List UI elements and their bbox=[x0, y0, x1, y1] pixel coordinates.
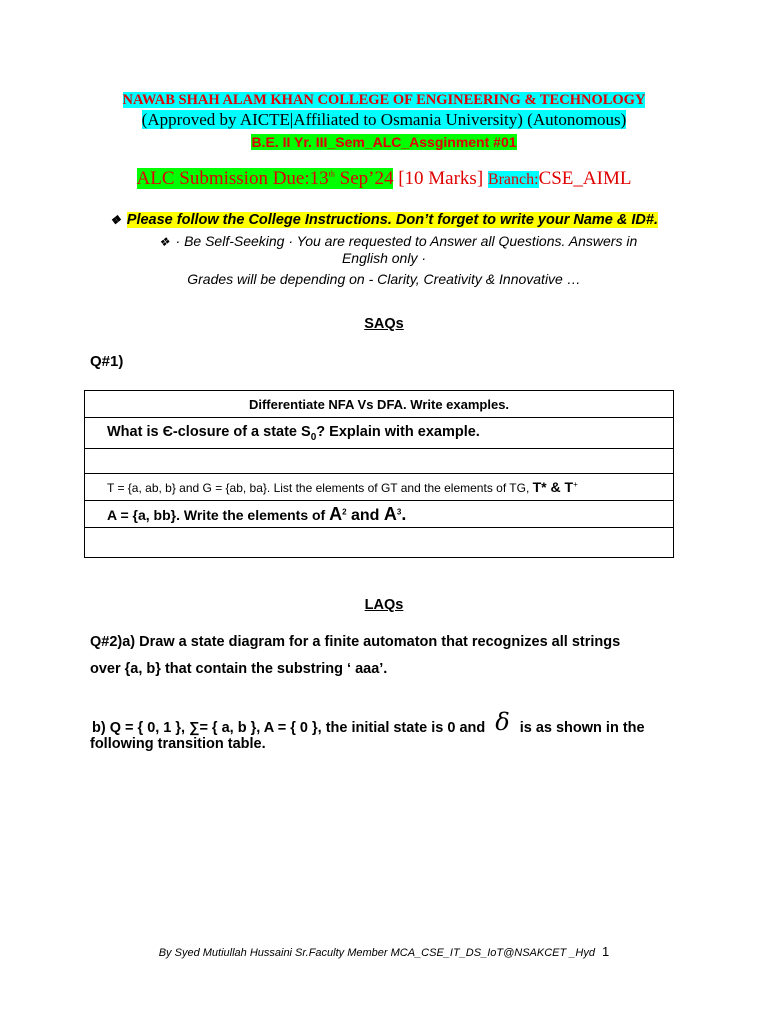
page-number: 1 bbox=[602, 944, 610, 959]
delta-symbol: δ bbox=[495, 708, 510, 736]
saq-nfa-dfa: Differentiate NFA Vs DFA. Write examples. bbox=[85, 391, 674, 418]
diamond-bullet-icon: ❖ bbox=[110, 213, 121, 227]
instruction-line-2: ❖ · Be Self-Seeking · You are requested to Answer all Questions. Answers in bbox=[158, 233, 638, 249]
question-2a-line-1: Q#2)a) Draw a state diagram for a finite automaton that recognizes all strings bbox=[90, 634, 621, 650]
saq-empty-row bbox=[85, 449, 674, 474]
table-row bbox=[85, 391, 674, 418]
table-row bbox=[85, 418, 674, 449]
table-row bbox=[85, 528, 674, 558]
saq-epsilon-closure: What is Є-closure of a state $S_0$? Explain with example. bbox=[85, 418, 674, 449]
saqs-heading: SAQs bbox=[364, 316, 404, 332]
question-2b-line-1: b) Q = { 0, 1 }, ∑= { a, b }, A = { 0 }, the initial state is 0 and δ is as shown in the bbox=[92, 708, 645, 736]
instruction-line-3: English only · bbox=[341, 250, 427, 266]
branch-value: CSE_AIML bbox=[538, 168, 632, 189]
college-name: NAWAB SHAH ALAM KHAN COLLEGE OF ENGINEERING & TECHNOLOGY bbox=[122, 92, 646, 108]
saq-concatenation: T = {a, ab, b} and G = {ab, ba}. List the elements of GT and the elements of TG, T* & T+ bbox=[85, 474, 674, 501]
saq-table bbox=[84, 390, 674, 558]
laqs-heading: LAQs bbox=[364, 597, 404, 613]
saq-powers: A = {a, bb}. Write the elements of $A^2$ and $A^3$. bbox=[85, 501, 674, 528]
question-2b-line-2: following transition table. bbox=[90, 736, 266, 752]
table-row bbox=[85, 474, 674, 501]
question-1-label: Q#1) bbox=[90, 353, 124, 370]
semester-line: B.E. II Yr. III_Sem_ALC_Assginment #01 bbox=[251, 134, 517, 150]
question-2a-line-2: over {a, b} that contain the substring ‘ aaa’. bbox=[90, 661, 388, 677]
diamond-bullet-icon: ❖ bbox=[158, 235, 170, 249]
table-row bbox=[85, 449, 674, 474]
table-row bbox=[85, 501, 674, 528]
grades-line: Grades will be depending on - Clarity, Creativity & Innovative … bbox=[187, 271, 581, 287]
instruction-line-1: ❖ Please follow the College Instructions. Don’t forget to write your Name & ID#. bbox=[110, 212, 658, 228]
branch-label: Branch: bbox=[487, 171, 539, 188]
submission-line: ALC Submission Due:13th Sep’24 [10 Marks] Branch:CSE_AIML bbox=[136, 168, 632, 189]
saq-empty-row bbox=[85, 528, 674, 558]
marks-label: [10 Marks] bbox=[398, 168, 484, 189]
approval-line: (Approved by AICTE|Affiliated to Osmania University) (Autonomous) bbox=[141, 110, 627, 129]
page-footer: By Syed Mutiullah Hussaini Sr.Faculty Member MCA_CSE_IT_DS_IoT@NSAKCET _Hyd 1 bbox=[158, 944, 610, 959]
